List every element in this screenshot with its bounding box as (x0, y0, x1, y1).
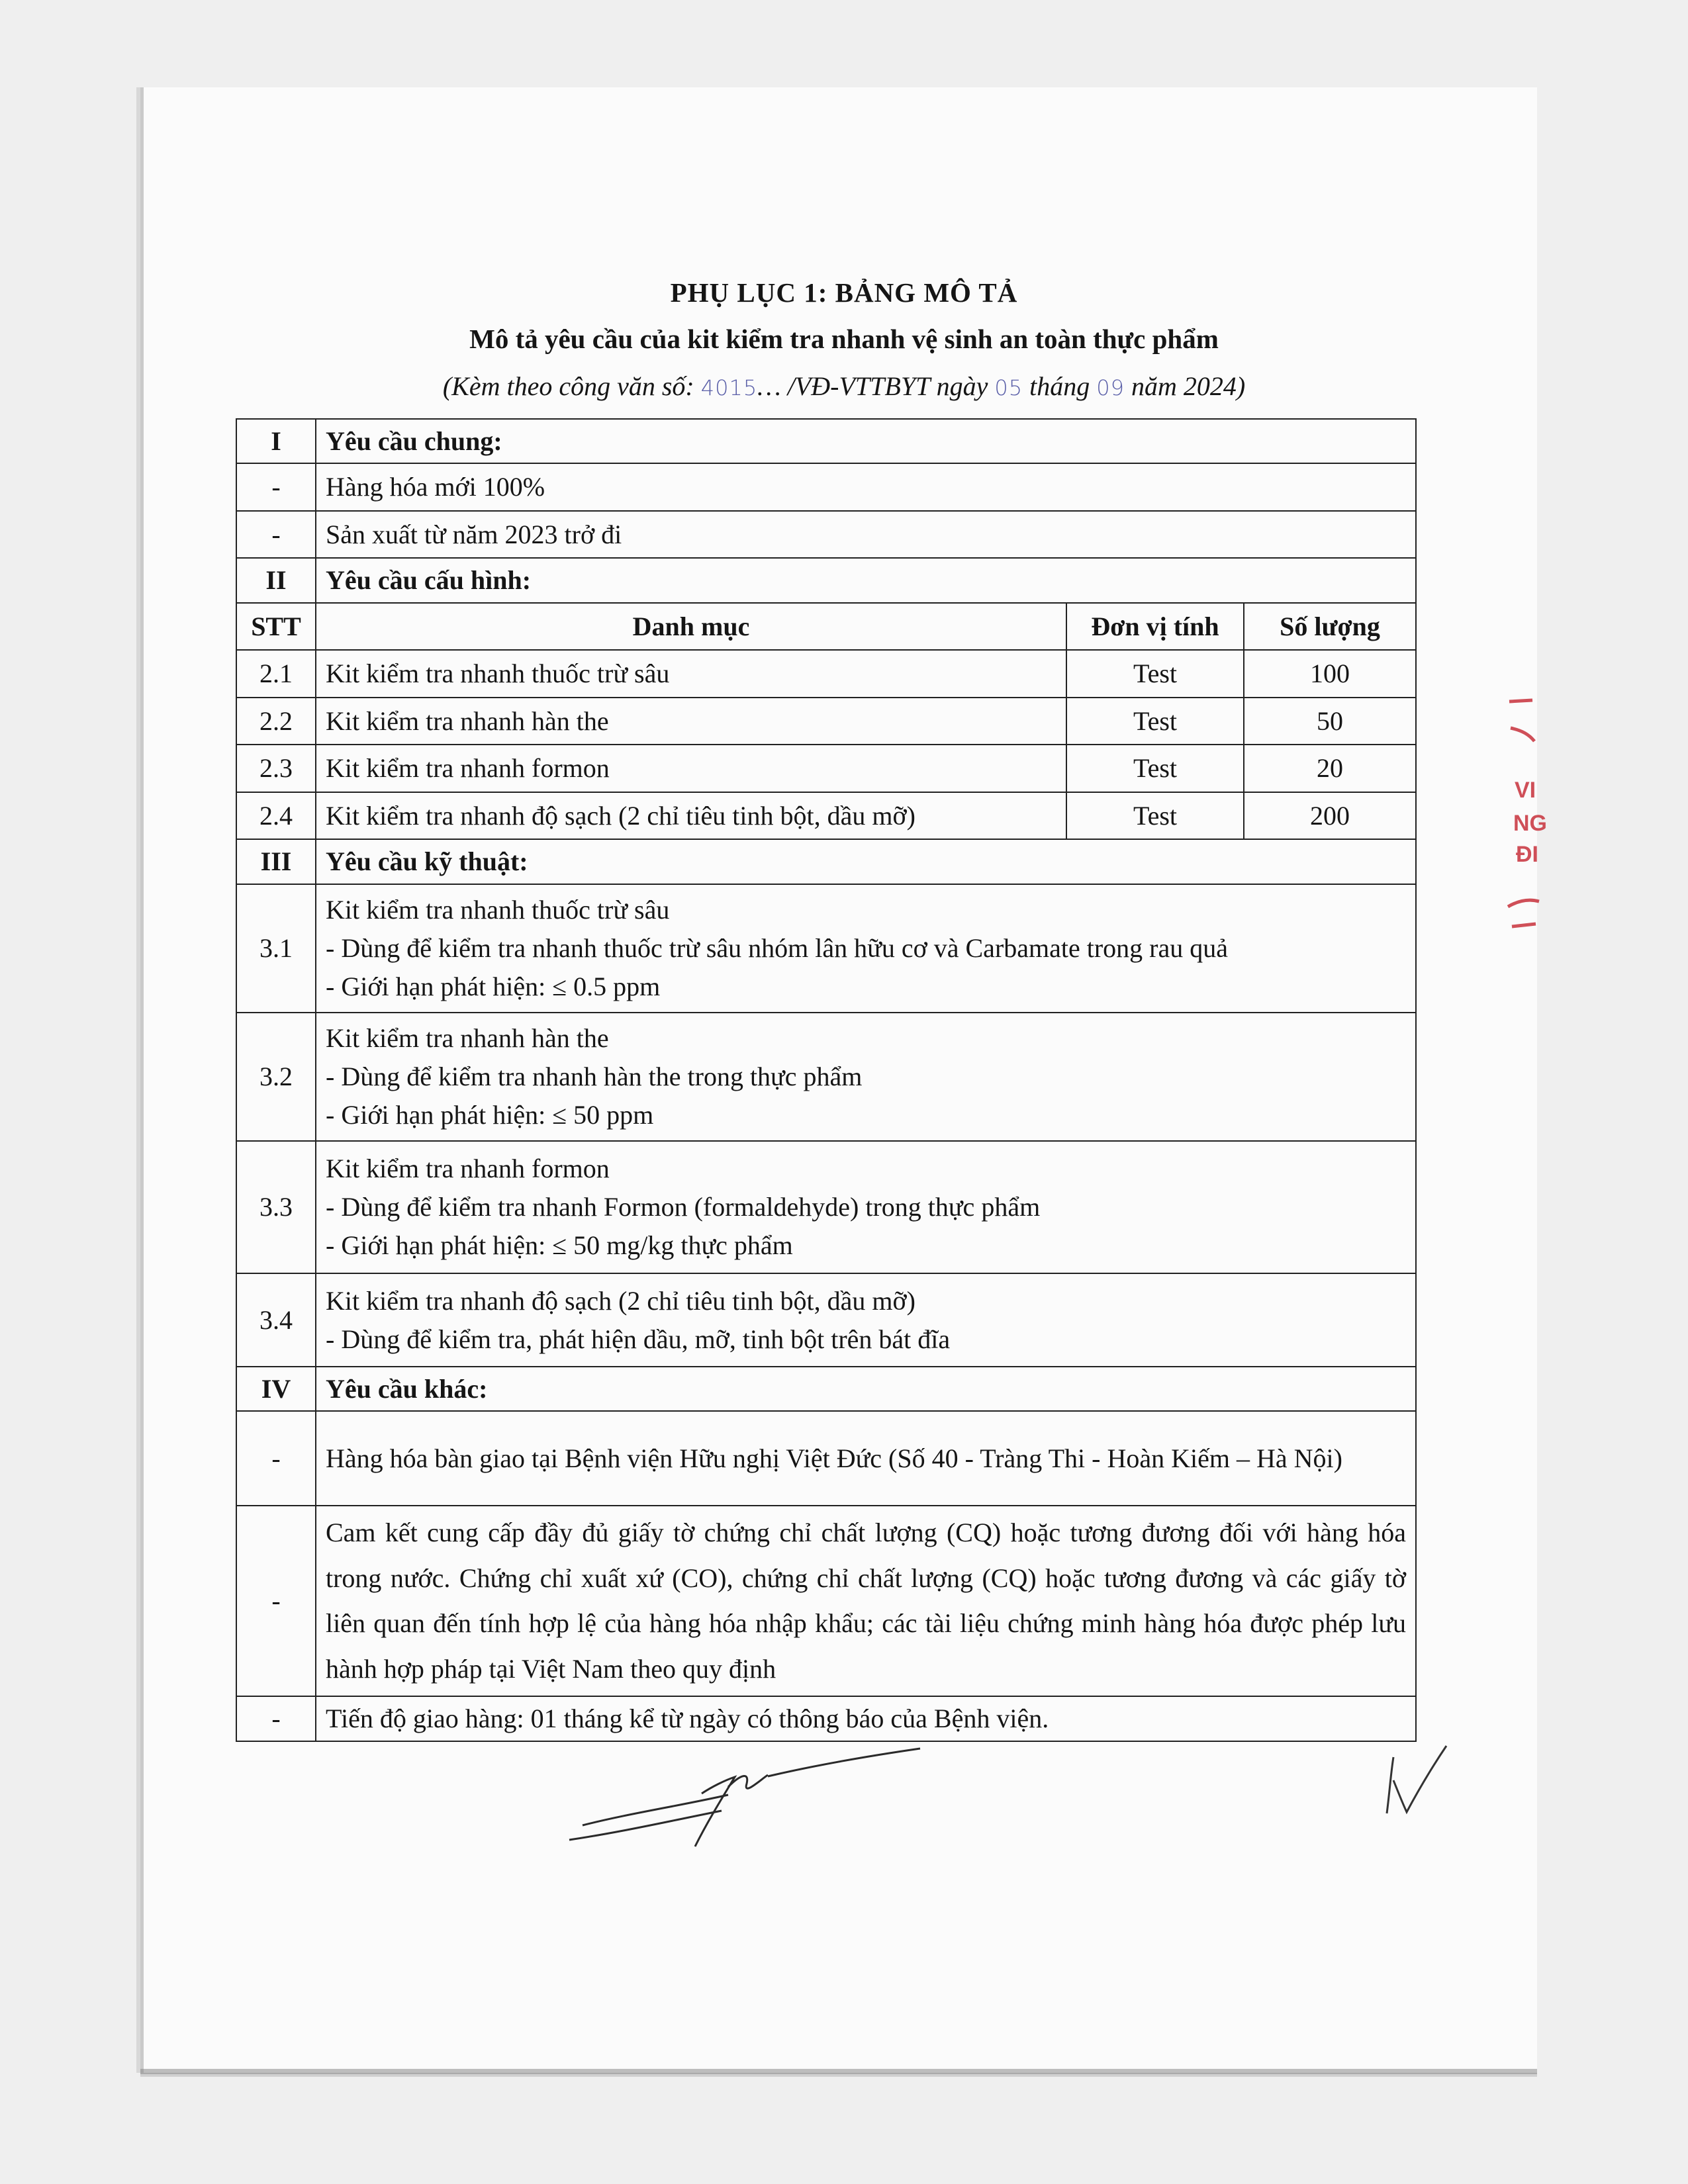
row-quantity: 50 (1244, 698, 1416, 745)
page-subtitle: Mô tả yêu cầu của kit kiểm tra nhanh vệ sinh an toàn thực phẩm (469, 324, 1219, 354)
table-row (236, 511, 1416, 559)
row-bullet: - (236, 1696, 316, 1741)
row-description (316, 1273, 1416, 1367)
table-row (236, 1506, 1416, 1696)
table-row (236, 884, 1416, 1013)
description-line: Kit kiểm tra nhanh hàn the (326, 1023, 609, 1053)
attach-mid-2: tháng (1023, 371, 1097, 401)
row-unit: Test (1066, 698, 1244, 745)
section-row-config (236, 558, 1416, 602)
row-description (316, 1141, 1416, 1273)
row-bullet: - (236, 511, 316, 559)
initials-mark (1380, 1741, 1453, 1820)
description-line: - Dùng để kiểm tra, phát hiện dầu, mỡ, tinh bột trên bát đĩa (326, 1324, 951, 1354)
table-row (236, 792, 1416, 840)
section-title: Yêu cầu cấu hình: (316, 558, 1416, 602)
table-row (236, 745, 1416, 792)
description-line: Kit kiểm tra nhanh thuốc trừ sâu (326, 894, 670, 925)
row-item: Kit kiểm tra nhanh formon (316, 745, 1066, 792)
row-quantity: 100 (1244, 650, 1416, 698)
page-title: PHỤ LỤC 1: BẢNG MÔ TẢ (670, 277, 1018, 308)
section-title: Yêu cầu chung: (316, 419, 1416, 463)
section-row-technical (236, 839, 1416, 884)
row-unit: Test (1066, 650, 1244, 698)
header-unit: Đơn vị tính (1066, 603, 1244, 651)
row-stt: 2.2 (236, 698, 316, 745)
row-quantity: 20 (1244, 745, 1416, 792)
table-row (236, 1013, 1416, 1141)
row-unit: Test (1066, 792, 1244, 840)
svg-text:NG: NG (1513, 811, 1547, 836)
svg-text:ĐI: ĐI (1516, 842, 1538, 867)
row-stt: 3.1 (236, 884, 316, 1013)
handwritten-month: 09 (1096, 375, 1125, 400)
attachment-reference (0, 371, 1688, 402)
row-bullet: - (236, 463, 316, 511)
row-text: Tiến độ giao hàng: 01 tháng kể từ ngày có thông báo của Bệnh viện. (316, 1696, 1416, 1741)
handwritten-day: 05 (994, 375, 1023, 400)
section-row-general (236, 419, 1416, 463)
handwritten-document-number: 4015 (700, 375, 758, 400)
header-quantity: Số lượng (1244, 603, 1416, 651)
description-line: - Dùng để kiểm tra nhanh Formon (formaldehyde) trong thực phẩm (326, 1191, 1041, 1222)
row-stt: 2.1 (236, 650, 316, 698)
row-stt: 2.3 (236, 745, 316, 792)
row-stt: 3.2 (236, 1013, 316, 1141)
table-row (236, 463, 1416, 511)
row-stt: 3.4 (236, 1273, 316, 1367)
requirements-table (236, 418, 1417, 1742)
row-item: Kit kiểm tra nhanh thuốc trừ sâu (316, 650, 1066, 698)
attach-mid-1: … /VĐ-VTTBYT ngày (757, 371, 995, 401)
row-unit: Test (1066, 745, 1244, 792)
table-row (236, 1273, 1416, 1367)
description-line: - Dùng để kiểm tra nhanh thuốc trừ sâu nhóm lân hữu cơ và Carbamate trong rau quả (326, 933, 1229, 963)
stamp-fragment (1503, 688, 1547, 966)
row-text: Hàng hóa bàn giao tại Bệnh viện Hữu nghị Việt Đức (Số 40 - Tràng Thi - Hoàn Kiếm – Hà Nội) (316, 1411, 1416, 1506)
table-row (236, 1141, 1416, 1273)
row-stt: 2.4 (236, 792, 316, 840)
description-line: - Giới hạn phát hiện: ≤ 50 mg/kg thực phẩm (326, 1230, 793, 1260)
description-line: Kit kiểm tra nhanh độ sạch (2 chỉ tiêu tinh bột, dầu mỡ) (326, 1285, 915, 1316)
row-bullet: - (236, 1411, 316, 1506)
row-stt: 3.3 (236, 1141, 316, 1273)
header-item: Danh mục (316, 603, 1066, 651)
section-number: III (236, 839, 316, 884)
row-description (316, 884, 1416, 1013)
row-item: Kit kiểm tra nhanh độ sạch (2 chỉ tiêu tinh bột, dầu mỡ) (316, 792, 1066, 840)
table-row (236, 698, 1416, 745)
svg-text:VI: VI (1515, 778, 1536, 803)
section-row-other (236, 1367, 1416, 1411)
section-title: Yêu cầu khác: (316, 1367, 1416, 1411)
section-number: IV (236, 1367, 316, 1411)
section-number: II (236, 558, 316, 602)
table-row (236, 650, 1416, 698)
row-text: Cam kết cung cấp đầy đủ giấy tờ chứng chỉ chất lượng (CQ) hoặc tương đương đối với hàng hóa trong nước. Chứng chỉ xuất xứ (CO), chứng chỉ chất lượng (CQ) hoặc tương đương và các giấy tờ liên quan đến tính hợp lệ của hàng hóa nhập khẩu; các tài liệu chứng minh hàng hóa được phép lưu hành hợp pháp tại Việt Nam theo quy định (316, 1506, 1416, 1696)
row-quantity: 200 (1244, 792, 1416, 840)
row-description (316, 1013, 1416, 1141)
row-text: Hàng hóa mới 100% (316, 463, 1416, 511)
description-line: Kit kiểm tra nhanh formon (326, 1153, 610, 1183)
table-header-row (236, 603, 1416, 651)
row-text: Sản xuất từ năm 2023 trở đi (316, 511, 1416, 559)
description-line: - Giới hạn phát hiện: ≤ 50 ppm (326, 1099, 654, 1130)
table-row (236, 1411, 1416, 1506)
section-number: I (236, 419, 316, 463)
header-stt: STT (236, 603, 316, 651)
signature-mark (569, 1747, 940, 1853)
table-row (236, 1696, 1416, 1741)
attach-prefix: (Kèm theo công văn số: (442, 371, 701, 401)
row-bullet: - (236, 1506, 316, 1696)
page-edge-bottom (140, 2069, 1537, 2074)
attach-suffix: năm 2024) (1124, 371, 1246, 401)
description-line: - Dùng để kiểm tra nhanh hàn the trong thực phẩm (326, 1061, 863, 1091)
section-title: Yêu cầu kỹ thuật: (316, 839, 1416, 884)
description-line: - Giới hạn phát hiện: ≤ 0.5 ppm (326, 971, 661, 1001)
row-item: Kit kiểm tra nhanh hàn the (316, 698, 1066, 745)
